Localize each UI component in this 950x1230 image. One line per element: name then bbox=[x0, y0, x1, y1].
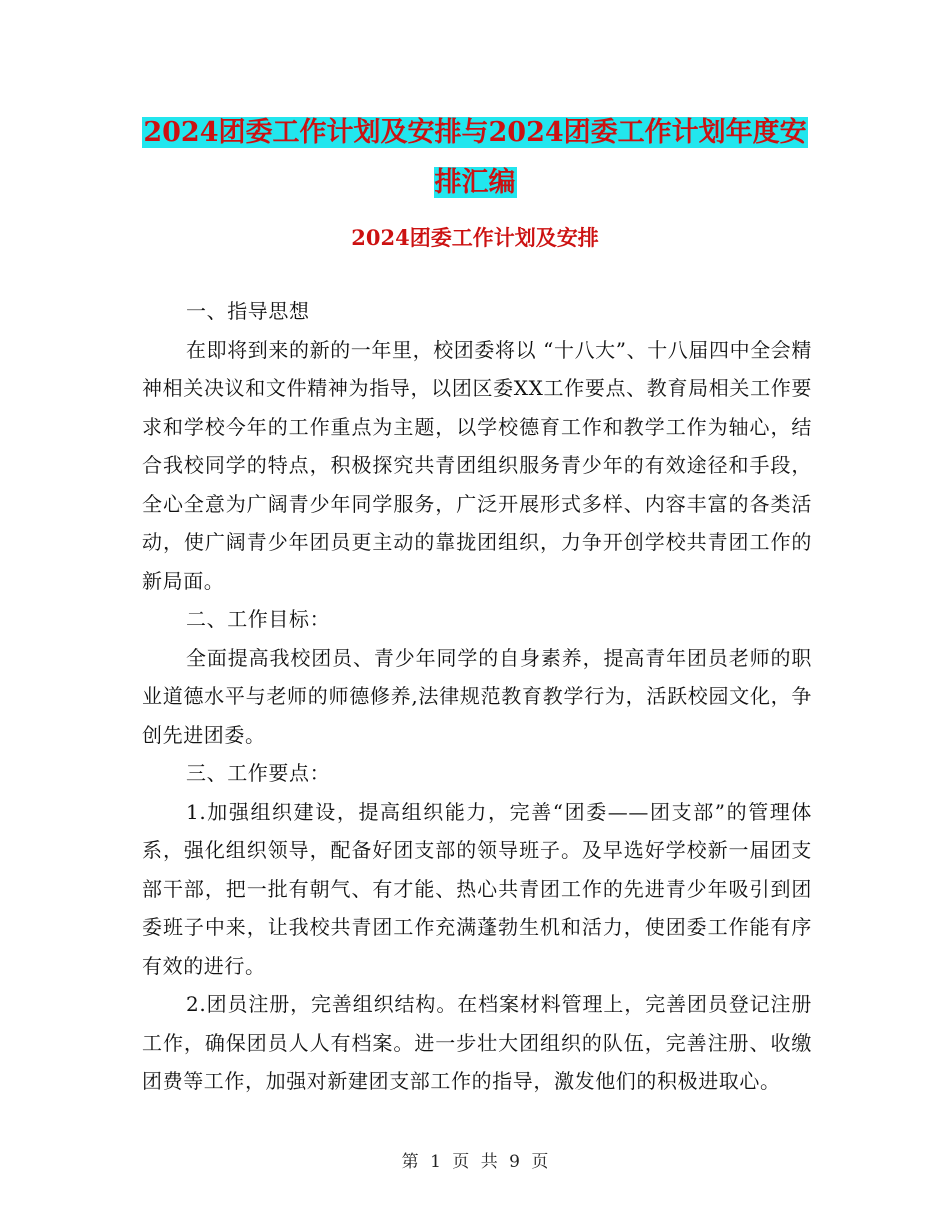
document-title bbox=[0, 108, 950, 208]
paragraph-work-point-1: 1.加强组织建设，提高组织能力，完善“团委——团支部”的管理体系，强化组织领导，配备好团支部的领导班子。及早选好学校新一届团支部干部，把一批有朝气、有才能、热心共青团工作的先进青少年吸引到团委班子中来，让我校共青团工作充满蓬勃生机和活力，使团委工作能有序有效的进行。 bbox=[142, 799, 812, 978]
document-title-line-2: 排汇编 bbox=[434, 167, 516, 198]
document-body bbox=[142, 292, 812, 1101]
paragraph-work-goals: 全面提高我校团员、青少年同学的自身素养，提高青年团员老师的职业道德水平与老师的师德修养,法律规范教育教学行为，活跃校园文化，争创先进团委。 bbox=[142, 645, 812, 747]
paragraph-work-point-2: 2.团员注册，完善组织结构。在档案材料管理上，完善团员登记注册工作，确保团员人人有档案。进一步壮大团组织的队伍，完善注册、收缴团费等工作，加强对新建团支部工作的指导，激发他们的积极进取心。 bbox=[142, 992, 812, 1093]
document-title-line-1: 2024团委工作计划及安排与2024团委工作计划年度安 bbox=[143, 117, 807, 148]
section-title: 2024团委工作计划及安排 bbox=[351, 225, 599, 250]
page-number-footer: 第 1 页 共 9 页 bbox=[401, 1152, 549, 1172]
heading-work-points: 三、工作要点： bbox=[186, 761, 331, 785]
paragraph-guiding-ideology: 在即将到来的新的一年里，校团委将以 “十八大”、十八届四中全会精神相关决议和文件精神为指导，以团区委XX工作要点、教育局相关工作要求和学校今年的工作重点为主题，以学校德育工作和教学工作为轴心，结合我校同学的特点，积极探究共青团组织服务青少年的有效途径和手段，全心全意为广阔青少年同学服务，广泛开展形式多样、内容丰富的各类活动，使广阔青少年团员更主动的靠拢团组织，力争开创学校共青团工作的新局面。 bbox=[142, 337, 813, 593]
heading-guiding-ideology: 一、指导思想 bbox=[186, 299, 310, 323]
heading-work-goals: 二、工作目标： bbox=[186, 607, 331, 631]
